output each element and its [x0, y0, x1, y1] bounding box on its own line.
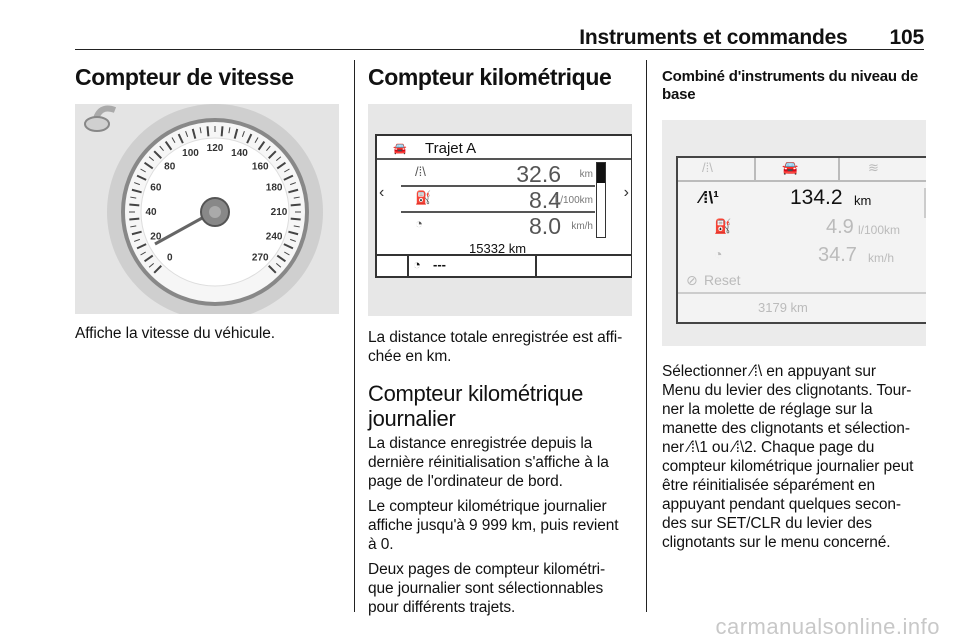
car-icon: 🚘 — [393, 143, 407, 155]
dial-tick — [291, 219, 301, 220]
chevron-left-icon[interactable]: ‹ — [379, 184, 385, 201]
text-line: ner la molette de réglage sur la — [662, 401, 873, 418]
basic-cluster-text — [662, 362, 928, 552]
trip-paragraph-2 — [368, 497, 634, 554]
text-line: Menu du levier des clignotants. Tour- — [662, 382, 912, 399]
reset-icon: ⊘ — [686, 272, 698, 288]
text-line: à 0. — [368, 536, 394, 553]
page-number: 105 — [889, 26, 924, 49]
dial-tick — [129, 205, 139, 206]
text-line: affiche jusqu'à 9 999 km, puis revient — [368, 517, 619, 534]
trip-row-speed — [401, 213, 595, 237]
header-title: Instruments et commandes — [579, 26, 848, 49]
column-speedometer — [75, 58, 341, 343]
title-line-2: base — [662, 86, 696, 103]
text-line: appuyant pendant quelques secon- — [662, 496, 901, 513]
fuel-unit: l/100km — [858, 223, 901, 237]
text-line: des sur SET/CLR du levier des — [662, 515, 872, 532]
reset-label[interactable]: Reset — [704, 272, 741, 288]
speedometer-dial — [75, 104, 339, 314]
scrollbar-thumb[interactable] — [597, 163, 605, 183]
speedometer-icon: ◔ — [415, 216, 423, 231]
dial-label: 100 — [182, 147, 199, 159]
trip-row-unit: km/h — [571, 221, 593, 232]
fuel-pump-icon: ⛽ — [415, 190, 432, 205]
header-rule — [75, 49, 924, 50]
speedometer-figure — [75, 104, 339, 314]
dial-label: 210 — [270, 207, 288, 218]
dial-label: 80 — [164, 161, 176, 173]
page-header — [579, 26, 924, 50]
trip-row-value: 32.6 — [516, 161, 561, 187]
section-title-speedometer: Compteur de vitesse — [75, 64, 294, 90]
watermark: carmanualsonline.info — [715, 614, 940, 639]
trip-value: 134.2 — [790, 186, 843, 209]
dial-label: 0 — [166, 252, 173, 264]
road-icon: ≋ — [868, 160, 879, 175]
trip-bottom-value: --- — [433, 257, 446, 272]
fuel-pump-icon: ⛽ — [714, 218, 732, 234]
trip-paragraph-1 — [368, 434, 634, 491]
text-line: pour différents trajets. — [368, 599, 516, 616]
trip-row-distance — [401, 161, 595, 187]
dial-label: 270 — [251, 252, 269, 264]
cluster-odometer: 3179 km — [758, 300, 808, 315]
speed-value: 34.7 — [818, 244, 857, 266]
dial-label: 240 — [265, 231, 283, 243]
column-divider-2 — [646, 60, 647, 612]
text-line: La distance enregistrée depuis la — [368, 435, 593, 452]
dial-label: 40 — [145, 207, 157, 218]
trip-bottom-bar — [377, 254, 631, 278]
trip-display-screen — [375, 134, 632, 278]
subtitle-line-2: journalier — [368, 406, 456, 431]
trip-row-unit: L/100km — [554, 195, 593, 206]
chevron-right-icon[interactable]: › — [623, 184, 629, 201]
trip-row-value: 8.4 — [529, 187, 561, 213]
text-line: être réinitialisée séparément en — [662, 477, 876, 494]
trip-display-figure — [368, 104, 632, 316]
text-line: dernière réinitialisation s'affiche à la — [368, 454, 609, 471]
text-line: clignotants sur le menu concerné. — [662, 534, 891, 551]
dial-tick — [222, 126, 223, 136]
trip-unit: km — [854, 193, 872, 208]
dial-tick — [208, 126, 209, 136]
car-icon: 🚘 — [782, 160, 799, 175]
title-line-1: Combiné d'instruments du niveau de — [662, 68, 918, 85]
column-odometer — [368, 58, 634, 617]
trip-icon: /⁞\ — [702, 160, 713, 175]
section-title-trip-odometer — [368, 381, 634, 431]
subtitle-line-1: Compteur kilométrique — [368, 381, 584, 406]
text-line: page de l'ordinateur de bord. — [368, 473, 563, 490]
text-line: manette des clignotants et sélection- — [662, 420, 910, 437]
text-line: compteur kilométrique journalier peut — [662, 458, 914, 475]
trip-row-value: 8.0 — [529, 213, 561, 239]
trip-screen-title: Trajet A — [425, 140, 477, 157]
speed-unit: km/h — [868, 251, 895, 265]
speedometer-caption: Affiche la vitesse du véhicule. — [75, 325, 275, 342]
speedometer-icon: ◔ — [413, 257, 421, 272]
speedometer-icon: ◔ — [714, 246, 723, 262]
scrollbar[interactable] — [596, 162, 606, 238]
text-line: Sélectionner ⁄⁞\ en appuyant sur — [662, 363, 876, 380]
trip-row-unit: km — [579, 169, 593, 180]
column-divider-1 — [354, 60, 355, 612]
dial-tick — [291, 205, 301, 206]
text-line: Deux pages de compteur kilométri- — [368, 561, 606, 578]
dial-label: 120 — [206, 143, 224, 154]
text-line: que journalier sont sélectionnables — [368, 580, 604, 597]
dial-label: 180 — [265, 182, 283, 194]
dial-label: 20 — [150, 231, 162, 243]
section-title-odometer: Compteur kilométrique — [368, 64, 612, 90]
trip-row-fuel — [401, 187, 595, 213]
text-line: Le compteur kilométrique journalier — [368, 498, 607, 515]
section-title-basic-cluster — [662, 68, 928, 104]
trip-odometer: 15332 km — [469, 241, 527, 256]
column-basic-cluster — [662, 58, 928, 552]
trip-icon: /⁞\ — [415, 164, 426, 179]
odometer-paragraph: La distance totale enregistrée est affi-chée en km. — [368, 329, 623, 365]
basic-cluster-screen — [676, 156, 926, 324]
text-line: ner ⁄⁞\1 ou ⁄⁞\2. Chaque page du — [662, 439, 875, 456]
fuel-value: 4.9 — [826, 216, 854, 238]
dial-tick — [129, 219, 139, 220]
dial-label: 140 — [231, 147, 248, 159]
basic-cluster-figure — [662, 120, 926, 346]
trip-paragraph-3 — [368, 560, 634, 617]
dial-label: 160 — [251, 161, 269, 173]
dial-label: 60 — [150, 182, 162, 194]
trip-1-icon: ⁄⁞\¹ — [700, 188, 719, 207]
